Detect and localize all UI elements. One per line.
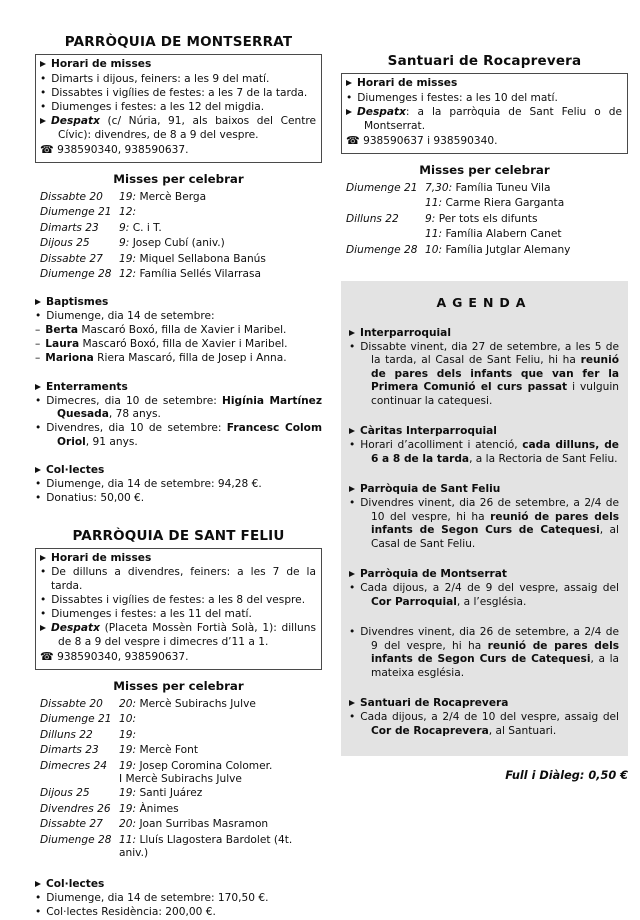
time-text: 20:	[119, 818, 137, 830]
name-text: Santi Juárez	[139, 787, 203, 799]
bullet-icon	[349, 711, 360, 723]
rocaprevera-horari-box	[341, 73, 628, 154]
section-head-enterraments	[35, 381, 322, 393]
time-text: 19:	[119, 787, 137, 799]
arrow-bullet-icon	[35, 299, 41, 305]
misses-title: Misses per celebrar	[113, 171, 244, 186]
bullet-icon	[346, 92, 357, 104]
baptism-rest: Mascaró Boxó, filla de Xavier i Maribel.	[79, 338, 288, 350]
time-text: 12:	[119, 206, 137, 218]
name-text: Mercè Font	[139, 744, 198, 756]
dash-icon	[35, 338, 45, 350]
horari-item	[40, 594, 316, 608]
entry-cell	[119, 787, 322, 800]
arrow-bullet-icon	[346, 80, 352, 86]
time-text: 7,30:	[425, 181, 453, 194]
section-head-label: Col·lectes	[46, 877, 105, 890]
misses-title: Misses per celebrar	[419, 162, 550, 177]
entry-cell	[119, 206, 322, 219]
bullet-icon	[349, 582, 360, 594]
collecta-item	[35, 492, 322, 506]
enterrament-item	[35, 422, 322, 449]
agenda-text: Divendres vinent, dia 26 de setembre, a 2/4 de 9 del vespre, hi ha	[360, 626, 619, 652]
bullet-icon	[349, 497, 360, 509]
misses-title: Misses per celebrar	[113, 678, 244, 693]
agenda-section-label: Parròquia de Montserrat	[360, 568, 507, 580]
time-text: 19:	[119, 759, 137, 772]
agenda-box	[341, 281, 628, 757]
parish-title-rocaprevera: Santuari de Rocaprevera	[387, 53, 582, 69]
enterrament-pre: Dimecres, dia 10 de setembre:	[46, 394, 222, 407]
agenda-item	[349, 497, 619, 551]
time-text: 10:	[119, 713, 137, 725]
agenda-bold-text: cada dilluns, de 6 a 8 de la tarda	[371, 439, 619, 465]
agenda-section-label: Parròquia de Sant Feliu	[360, 483, 501, 495]
time-text: 9:	[119, 221, 130, 234]
baptismes-intro-text: Diumenge, dia 14 de setembre:	[46, 310, 215, 322]
enterrament-name: Higínia Martínez Quesada	[57, 394, 322, 420]
entry-cell	[119, 713, 322, 726]
misses-table-santfeliu	[40, 698, 322, 860]
day-cell: Diumenge 28	[40, 268, 112, 280]
horari-item-text: Dimarts i dijous, feiners: a les 9 del matí.	[51, 72, 270, 85]
bullet-icon	[349, 341, 360, 353]
bullet-icon	[40, 73, 51, 85]
day-cell: Dilluns 22	[346, 212, 399, 225]
entry-cell	[425, 182, 628, 195]
time-text: 9:	[425, 212, 436, 225]
day-cell: Divendres 26	[40, 802, 111, 815]
agenda-bold-text: reunió de pares dels infants de Segon Curs de Catequesi	[371, 639, 620, 665]
bullet-icon	[40, 566, 51, 578]
day-cell: Dijous 25	[40, 787, 90, 799]
phone-icon: ☎	[40, 143, 54, 156]
horari-item	[40, 566, 316, 593]
misses-table-montserrat	[40, 191, 322, 282]
despatx-line	[40, 115, 316, 142]
arrow-bullet-icon	[35, 881, 41, 887]
entry-cell	[119, 698, 322, 711]
time-text: 19:	[119, 190, 137, 203]
phone-line	[40, 143, 316, 158]
despatx-line	[346, 106, 622, 133]
arrow-bullet-icon	[349, 330, 355, 336]
time-text: 19:	[119, 252, 137, 265]
arrow-bullet-icon	[40, 118, 46, 124]
phone-numbers: 938590340, 938590637.	[57, 144, 189, 156]
despatx-label: Despatx	[51, 115, 100, 127]
time-text: 11:	[119, 833, 137, 846]
entry-cell	[119, 191, 322, 204]
enterrament-post: , 91 anys.	[85, 435, 138, 448]
baptism-name: Mariona	[45, 352, 94, 364]
name-text: Ànimes	[139, 802, 179, 815]
phone-icon: ☎	[40, 650, 54, 663]
baptismes-intro	[35, 310, 322, 324]
collecta-text: Diumenge, dia 14 de setembre: 170,50 €.	[46, 891, 269, 904]
horari-header-label: Horari de misses	[51, 58, 152, 70]
dash-icon	[35, 352, 45, 364]
day-cell: Diumenge 28	[40, 833, 112, 846]
name-text: Joan Surribas Masramon	[139, 818, 269, 830]
agenda-item	[349, 439, 619, 466]
name-second-line: I Mercè Subirachs Julve	[119, 772, 242, 785]
collecta-item	[35, 478, 322, 492]
bullet-icon	[35, 310, 46, 322]
despatx-label: Despatx	[51, 622, 100, 634]
collecta-text: Donatius: 50,00 €.	[46, 492, 145, 504]
bullet-icon	[35, 478, 46, 490]
time-text: 19:	[119, 728, 137, 741]
agenda-section-head	[349, 697, 619, 709]
time-text: 19:	[119, 802, 137, 815]
horari-item	[40, 101, 316, 115]
agenda-text: , a la mateixa església.	[371, 653, 620, 679]
name-text: Família Alabern Canet	[445, 228, 562, 240]
bullet-icon	[35, 906, 46, 918]
horari-header-label: Horari de misses	[357, 77, 458, 89]
section-head-baptismes	[35, 296, 322, 308]
day-cell: Diumenge 21	[346, 181, 418, 194]
agenda-bold-text: Cor de Rocaprevera	[371, 724, 489, 737]
bullet-icon	[35, 892, 46, 904]
entry-cell	[119, 222, 322, 235]
collecta-text: Col·lectes Residència: 200,00 €.	[46, 905, 216, 918]
section-head-collectes	[35, 464, 322, 476]
section-head-label: Baptismes	[46, 296, 109, 308]
agenda-text: Cada dijous, a 2/4 de 9 del vespre, assaig del	[360, 582, 619, 594]
baptism-item	[35, 324, 322, 338]
name-text: Mercè Subirachs Julve	[139, 697, 256, 710]
day-cell	[346, 197, 425, 210]
entry-cell	[119, 237, 322, 250]
despatx-text: : a la parròquia de Sant Feliu o de Montserrat.	[364, 106, 622, 132]
bullet-icon	[349, 439, 360, 451]
time-text: 9:	[119, 237, 130, 249]
agenda-item	[349, 341, 619, 409]
misses-table-rocaprevera	[346, 182, 628, 257]
section-head-collectes	[35, 878, 322, 890]
horari-item-text: Diumenges i festes: a les 12 del migdia.	[51, 100, 265, 113]
entry-cell	[425, 244, 628, 257]
horari-header-label: Horari de misses	[51, 551, 152, 564]
agenda-section-label: Interparroquial	[360, 326, 451, 339]
arrow-bullet-icon	[40, 61, 46, 67]
day-cell: Dissabte 27	[40, 252, 103, 265]
enterrament-item	[35, 395, 322, 422]
enterrament-pre: Divendres, dia 10 de setembre:	[46, 422, 227, 434]
name-text: Lluís Llagostera Bardolet (4t. aniv.)	[119, 833, 293, 859]
agenda-text: , a l’església.	[456, 595, 527, 608]
name-text: C. i T.	[132, 221, 162, 234]
entry-cell	[425, 228, 628, 241]
entry-cell	[119, 803, 322, 816]
day-cell: Dimecres 24	[40, 759, 108, 772]
arrow-bullet-icon	[35, 384, 41, 390]
time-text: 20:	[119, 697, 137, 710]
entry-cell	[119, 818, 322, 831]
despatx-label: Despatx	[357, 106, 406, 118]
agenda-text: Dissabte vinent, dia 27 de setembre, a les 5 de la tarda, al Casal de Sant Feliu, hi ha	[360, 340, 619, 366]
day-cell: Dimarts 23	[40, 744, 99, 756]
arrow-bullet-icon	[349, 571, 355, 577]
baptism-item	[35, 352, 322, 366]
phone-icon: ☎	[346, 134, 360, 147]
santfeliu-horari-box	[35, 548, 322, 670]
entry-cell	[425, 213, 628, 226]
phone-line	[346, 134, 622, 149]
agenda-text: , a la Rectoria de Sant Feliu.	[469, 452, 618, 465]
agenda-bold-text: Cor Parroquial	[371, 595, 457, 608]
name-text: Família Sellés Vilarrasa	[139, 268, 262, 280]
name-text: Miquel Sellabona Banús	[139, 252, 266, 265]
day-cell: Dissabte 27	[40, 818, 103, 830]
collecta-text: Diumenge, dia 14 de setembre: 94,28 €.	[46, 478, 262, 490]
baptism-name: Laura	[45, 338, 80, 350]
agenda-text: Horari d’acolliment i atenció,	[360, 439, 523, 451]
baptism-name: Berta	[45, 324, 78, 336]
parish-title-montserrat: PARRÒQUIA DE MONTSERRAT	[64, 34, 293, 50]
day-cell: Diumenge 21	[40, 206, 112, 218]
day-cell: Diumenge 21	[40, 713, 112, 725]
time-text: 11:	[425, 228, 443, 240]
baptism-rest: Riera Mascaró, filla de Josep i Anna.	[93, 352, 287, 364]
name-text: Mercè Berga	[139, 190, 207, 203]
agenda-text: , al Santuari.	[488, 724, 557, 737]
bullet-icon	[35, 422, 46, 434]
day-cell: Dissabte 20	[40, 190, 103, 203]
name-text: Josep Cubí (aniv.)	[132, 237, 225, 249]
bullet-icon	[35, 492, 46, 504]
agenda-bold-text: reunió de pares dels infants de Segon Curs de Catequesi	[371, 510, 620, 536]
arrow-bullet-icon	[349, 700, 355, 706]
time-text: 19:	[119, 744, 137, 756]
baptism-item	[35, 338, 322, 352]
agenda-item	[349, 711, 619, 738]
bullet-icon	[35, 395, 46, 407]
agenda-item	[349, 626, 619, 680]
name-text: Josep Coromina Colomer.	[139, 759, 273, 772]
arrow-bullet-icon	[35, 467, 41, 473]
bullet-icon	[349, 626, 360, 638]
collecta-item	[35, 906, 322, 920]
horari-item	[40, 87, 316, 101]
phone-numbers: 938590637 i 938590340.	[363, 135, 498, 147]
day-cell	[346, 228, 425, 241]
collecta-item	[35, 892, 322, 906]
name-text: Carme Riera Garganta	[445, 197, 565, 209]
despatx-text: (Placeta Mossèn Fortià Solà, 1): dilluns de 8 a 9 del vespre i dimecres d’11 a 1.	[58, 622, 316, 648]
agenda-bold-text: reunió de pares dels infants que van fer la Primera Comunió el curs passat	[371, 354, 619, 393]
entry-cell	[119, 268, 322, 281]
entry-cell	[119, 834, 322, 860]
day-cell: Dijous 25	[40, 237, 90, 249]
montserrat-horari-box	[35, 54, 322, 163]
section-head-label: Enterraments	[46, 380, 128, 393]
entry-cell	[425, 197, 628, 210]
left-column	[35, 34, 322, 920]
horari-item-text: Diumenges i festes: a les 10 del matí.	[357, 91, 558, 104]
agenda-text: Cada dijous, a 2/4 de 10 del vespre, assaig del	[360, 711, 619, 723]
horari-item	[40, 608, 316, 622]
agenda-item	[349, 582, 619, 609]
bullet-icon	[40, 101, 51, 113]
time-text: 10:	[425, 243, 443, 256]
agenda-section-label: Santuari de Rocaprevera	[360, 697, 509, 709]
despatx-text: (c/ Núria, 91, als baixos del Centre Cívic): divendres, de 8 a 9 del vespre.	[58, 115, 316, 141]
time-text: 12:	[119, 268, 137, 280]
bullet-icon	[40, 87, 51, 99]
entry-cell	[119, 253, 322, 266]
baptism-rest: Mascaró Boxó, filla de Xavier i Maribel.	[78, 324, 287, 336]
day-cell: Dilluns 22	[40, 728, 93, 741]
bullet-icon	[40, 594, 51, 606]
entry-cell	[119, 729, 322, 742]
horari-item-text: Dissabtes i vigílies de festes: a les 7 de la tarda.	[51, 86, 308, 99]
section-head-label: Col·lectes	[46, 464, 105, 476]
horari-item-text: De dilluns a divendres, feiners: a les 7 de la tarda.	[51, 566, 316, 592]
entry-cell	[119, 744, 322, 757]
arrow-bullet-icon	[346, 109, 352, 115]
arrow-bullet-icon	[349, 486, 355, 492]
enterrament-name: Francesc Colom Oriol	[57, 422, 322, 448]
bullet-icon	[40, 608, 51, 620]
price-note: Full i Diàleg: 0,50 €	[505, 769, 628, 782]
horari-header	[346, 77, 622, 91]
horari-item-text: Diumenges i festes: a les 11 del matí.	[51, 607, 252, 620]
arrow-bullet-icon	[40, 625, 46, 631]
agenda-text: i vulguin continuar la catequesi.	[371, 381, 619, 407]
horari-item	[346, 92, 622, 106]
agenda-section-head	[349, 483, 619, 495]
entry-cell	[119, 760, 322, 785]
day-cell: Diumenge 28	[346, 243, 418, 256]
agenda-section-head	[349, 425, 619, 437]
agenda-title: AGENDA	[436, 294, 532, 310]
horari-header	[40, 552, 316, 566]
horari-header	[40, 58, 316, 72]
phone-numbers: 938590340, 938590637.	[57, 651, 189, 663]
agenda-text: Divendres vinent, dia 26 de setembre, a 2/4 de 10 del vespre, hi ha	[360, 497, 619, 523]
despatx-line	[40, 622, 316, 649]
name-text: Per tots els difunts	[438, 212, 538, 225]
phone-line	[40, 650, 316, 665]
day-cell: Dissabte 20	[40, 697, 103, 710]
day-cell: Dimarts 23	[40, 221, 99, 234]
name-text: Família Jutglar Alemany	[445, 243, 571, 256]
right-column	[341, 53, 628, 756]
arrow-bullet-icon	[349, 428, 355, 434]
agenda-section-label: Càritas Interparroquial	[360, 425, 497, 437]
enterrament-post: , 78 anys.	[108, 408, 161, 420]
agenda-section-head	[349, 568, 619, 580]
horari-item-text: Dissabtes i vigílies de festes: a les 8 del vespre.	[51, 593, 306, 606]
dash-icon	[35, 324, 45, 336]
time-text: 11:	[425, 197, 443, 209]
agenda-text: , al Casal de Sant Feliu.	[371, 524, 619, 550]
horari-item	[40, 73, 316, 87]
name-text: Família Tuneu Vila	[455, 181, 551, 194]
agenda-section-head	[349, 327, 619, 339]
arrow-bullet-icon	[40, 555, 46, 561]
parish-title-santfeliu: PARRÒQUIA DE SANT FELIU	[72, 527, 285, 544]
